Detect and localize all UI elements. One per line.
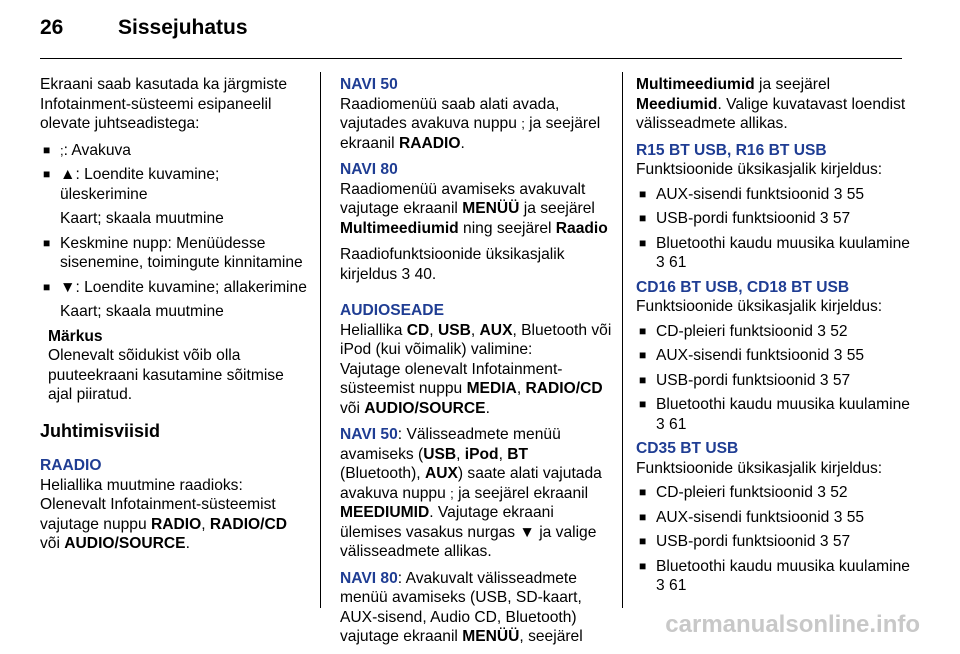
page-number: 26: [40, 16, 64, 39]
page-header: [40, 16, 248, 40]
list-item: ■ AUX-sisendi funktsioonid 3 55: [636, 346, 918, 366]
column-2: [340, 75, 612, 654]
device-groups: [636, 141, 918, 596]
column-1: [40, 75, 308, 554]
header-rule: [40, 58, 902, 59]
column-divider: [622, 72, 623, 608]
list-item: ■ Bluetoothi kaudu muusika kuulamine 3 61: [636, 557, 918, 596]
device-heading: R15 BT USB, R16 BT USB: [636, 141, 827, 159]
ref-arrow-icon: 3: [401, 265, 411, 283]
list-item: ■ USB-pordi funktsioonid 3 57: [636, 532, 918, 552]
device-desc: Funktsioonide üksikasjalik kirjeldus:: [636, 459, 883, 477]
audio-heading: AUDIOSEADE: [340, 302, 444, 319]
navi50-text: Raadiomenüü saab alati avada, vajutades avakuva nuppu ; ja seejärel ekraanil RAADIO.: [340, 95, 601, 152]
ref-arrow-icon: 3: [833, 347, 843, 364]
audio-text: Heliallika CD, USB, AUX, Bluetooth või iPod (kui võimalik) valimine:: [340, 321, 612, 358]
media-text: Multimeediumid ja seejärel Meediumid. Valige kuvatavast loendist välisseadmete allikas.: [636, 76, 906, 132]
column-3: [636, 75, 918, 601]
radio-text-2: Olenevalt Infotainment-süsteemist vajutage nuppu RADIO, RADIO/CD või AUDIO/SOURCE.: [40, 496, 288, 552]
note-title: Märkus: [48, 327, 103, 345]
ref-arrow-icon: 3: [819, 371, 829, 389]
navi50-media-text: NAVI 50: Välisseadmete menüü avamiseks (USB, iPod, BT (Bluetooth), AUX) saate alati vajutada avakuva nuppu ; ja seejärel ekraanil MEEDIUMID. Vajutage ekraani ülemises vasakus nurgas ▼ ja valige välisseadmete allikas.: [340, 426, 602, 560]
device-heading: CD35 BT USB: [636, 440, 739, 457]
home-icon: ;: [450, 485, 454, 501]
list-subitem: Kaart; skaala muutmine: [60, 210, 224, 227]
ref-arrow-icon: 3: [656, 254, 665, 271]
page-title: Sissejuhatus: [118, 16, 248, 39]
list-item: ■ Bluetoothi kaudu muusika kuulamine 3 61: [636, 234, 918, 273]
list-item: ■ CD-pleieri funktsioonid 3 52: [636, 483, 918, 503]
audio-text-2: Vajutage olenevalt Infotainment-süsteemist nuppu MEDIA, RADIO/CD või AUDIO/SOURCE.: [340, 360, 603, 417]
navi50-heading: NAVI 50: [340, 76, 398, 93]
column-divider: [320, 72, 321, 608]
list-item: ■ AUX-sisendi funktsioonid 3 55: [636, 508, 918, 528]
up-arrow-icon: ▲: [60, 166, 76, 183]
radio-heading: RAADIO: [40, 457, 102, 474]
ref-arrow-icon: 3: [819, 533, 829, 550]
list-item: ■ ▼: Loendite kuvamine; allakerimine: [40, 278, 308, 298]
note: [40, 327, 308, 405]
home-icon: ;: [60, 142, 64, 158]
radio-desc: Raadiofunktsioonide üksikasjalik kirjeldus 3 40.: [340, 246, 565, 283]
device-desc: Funktsioonide üksikasjalik kirjeldus:: [636, 161, 883, 178]
list-item: ■ AUX-sisendi funktsioonid 3 55: [636, 185, 918, 205]
ref-arrow-icon: 3: [656, 415, 665, 433]
device-heading: CD16 BT USB, CD18 BT USB: [636, 278, 850, 296]
list-item: ■ ;: Avakuva: [40, 141, 308, 161]
section-title: Juhtimisviisid: [40, 420, 161, 441]
list-subitem: Kaart; skaala muutmine: [60, 303, 224, 320]
ref-arrow-icon: 3: [817, 484, 826, 501]
navi80-text: Raadiomenüü avamiseks avakuvalt vajutage ekraanil MENÜÜ ja seejärel Multimeediumid ning seejärel Raadio: [340, 180, 608, 237]
list-item: ■ Keskmine nupp: Menüüdesse sisenemine, toimingute kinnitamine: [40, 234, 308, 273]
radio-text: Heliallika muutmine raadioks:: [40, 476, 243, 494]
list-item: ■ USB-pordi funktsioonid 3 57: [636, 371, 918, 391]
device-desc: Funktsioonide üksikasjalik kirjeldus:: [636, 298, 883, 315]
navi80-media-text: NAVI 80: Avakuvalt välisseadmete menüü avamiseks (USB, SD-kaart, AUX-sisend, Audio CD, Bluetooth) vajutage ekraanil MENÜÜ, seejärel: [340, 569, 583, 645]
ref-arrow-icon: 3: [817, 322, 826, 340]
ref-arrow-icon: 3: [656, 577, 665, 594]
list-item: ■ Bluetoothi kaudu muusika kuulamine 3 61: [636, 395, 918, 434]
ref-arrow-icon: 3: [819, 210, 829, 227]
down-arrow-icon: ▼: [519, 523, 535, 541]
list-item: ■ USB-pordi funktsioonid 3 57: [636, 209, 918, 229]
home-icon: ;: [521, 116, 525, 131]
navi80-heading: NAVI 80: [340, 161, 398, 178]
list-item: ■ ▲: Loendite kuvamine; üleskerimine: [40, 165, 308, 204]
ref-arrow-icon: 3: [833, 185, 843, 203]
intro-text: Ekraani saab kasutada ka järgmiste Infotainment-süsteemi esipaneelil olevate juhtseadistega:: [40, 76, 288, 132]
list-item: ■ CD-pleieri funktsioonid 3 52: [636, 322, 918, 342]
watermark: carmanualsonline.info: [665, 611, 920, 638]
ref-arrow-icon: 3: [833, 508, 843, 526]
down-arrow-icon: ▼: [60, 278, 76, 296]
note-text: Olenevalt sõidukist võib olla puuteekraani kasutamine sõitmise ajal piiratud.: [48, 347, 284, 403]
